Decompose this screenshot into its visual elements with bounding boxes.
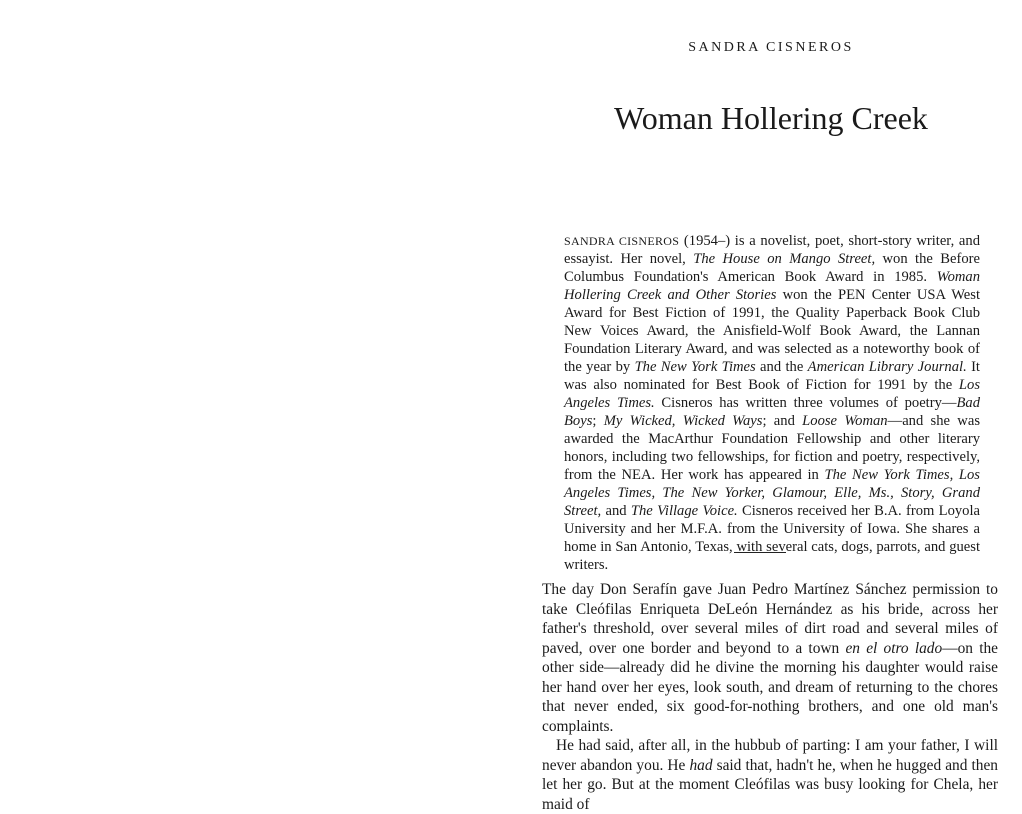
italic-title: Bad Boys: [564, 395, 980, 429]
italic-title: My Wicked, Wicked Ways: [603, 413, 763, 429]
italic-title: Los Angeles Times.: [564, 377, 980, 411]
italic-title: The New York Times, Los Angeles Times, The New Yorker, Glamour, Elle, Ms., Story, Grand Street,: [564, 467, 980, 519]
author-name-small-caps: SANDRA CISNEROS: [564, 234, 680, 248]
italic-title: The New York Times: [634, 359, 756, 375]
book-page-right: [520, 0, 1022, 813]
italic-title: American Library Journal.: [807, 359, 967, 375]
running-head: SANDRA CISNEROS: [688, 40, 854, 55]
story-paragraph-1: The day Don Serafín gave Juan Pedro Martínez Sánchez permission to take Cleófilas Enriqueta DeLeón Hernández as his bride, across her father's threshold, over several miles of dirt road and several miles of paved, over one border and beyond to a town en el otro lado—on the other side—already did he divine the morning his daughter would raise her hand over her eyes, look south, and dream of returning to the chores that never ended, six good-for-nothing brothers, and one old man's complaints.: [542, 581, 999, 735]
story-title: Woman Hollering Creek: [614, 100, 928, 136]
italic-title: Woman Hollering Creek and Other Stories: [564, 269, 980, 303]
italic-title: Loose Woman: [802, 413, 888, 429]
author-bio: SANDRA CISNEROS (1954–) is a novelist, poet, short-story writer, and essayist. Her novel, The House on Mango Street, won the Before Columbus Foundation's American Book Award in 1985. Woman Hollering Creek and Other Stories won the PEN Center USA West Award for Best Fiction of 1991, the Quality Paperback Book Club New Voices Award, the Anisfield-Wolf Book Award, the Lannan Foundation Literary Award, and was selected as a noteworthy book of the year by The New York Times and the American Library Journal. It was also nominated for Best Book of Fiction for 1991 by the Los Angeles Times. Cisneros has written three volumes of poetry—Bad Boys; My Wicked, Wicked Ways; and Loose Woman—and she was awarded the MacArthur Foundation Fellowship and other literary honors, including two fellowships, for fiction and poetry, respectively, from the NEA. Her work has appeared in The New York Times, Los Angeles Times, The New Yorker, Glamour, Elle, Ms., Story, Grand Street, and The Village Voice. Cisneros received her B.A. from Loyola University and her M.F.A. from the University of Iowa. She shares a home in San Antonio, Texas, with several cats, dogs, parrots, and guest writers.: [564, 233, 981, 573]
italic-title: The Village Voice.: [630, 503, 738, 519]
section-divider: [734, 552, 786, 553]
italic-title: The House on Mango Street,: [693, 251, 876, 267]
story-body: [542, 580, 998, 814]
story-paragraph-2: He had said, after all, in the hubbub of parting: I am your father, I will never abandon you. He had said that, hadn't he, when he hugged and then let her go. But at the moment Cleófilas was busy looking for Chela, her maid of: [542, 737, 999, 813]
